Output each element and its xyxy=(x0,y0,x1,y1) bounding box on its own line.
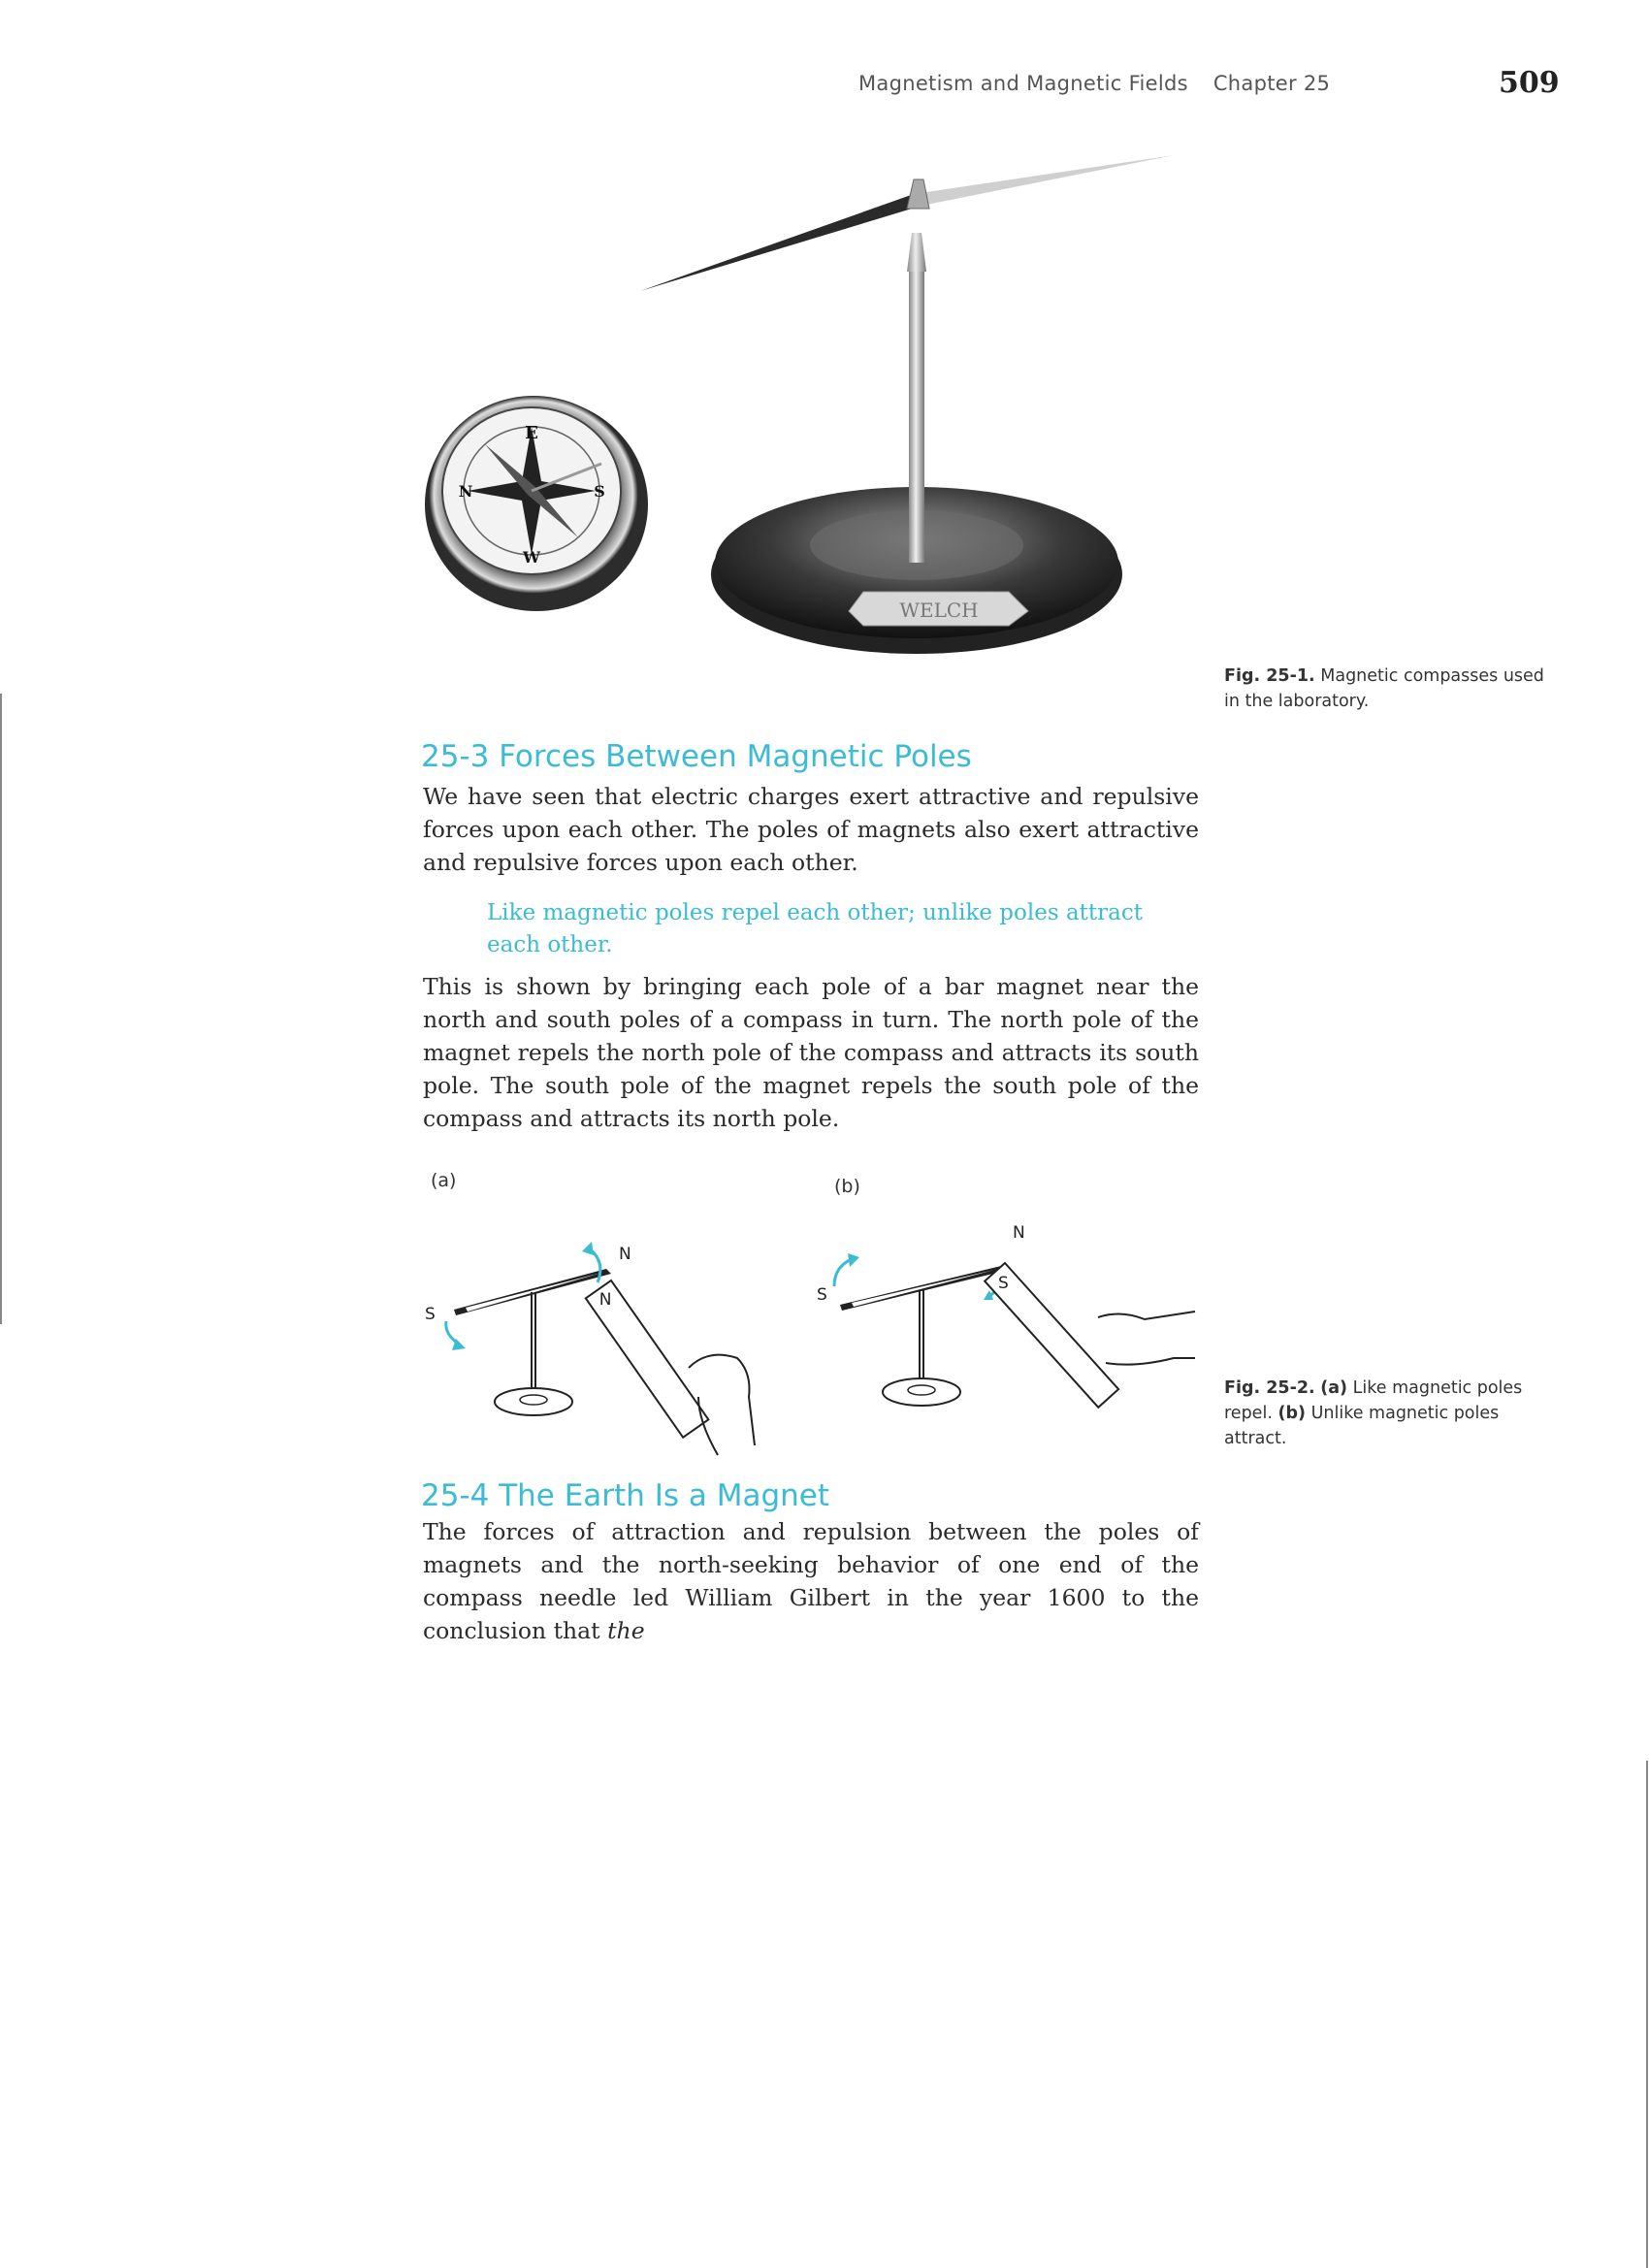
panel-a-compass-needle-light xyxy=(466,1273,601,1312)
running-head xyxy=(858,72,1330,95)
compass-letter-e: E xyxy=(525,423,538,443)
fig-25-2-caption-label: Fig. 25-2. xyxy=(1224,1378,1315,1398)
panel-b-arrow-up-head xyxy=(848,1253,859,1267)
stand-pole xyxy=(909,272,924,563)
compass-letter-s: S xyxy=(594,482,605,501)
panel-b-hand xyxy=(1098,1312,1195,1365)
pocket-compass xyxy=(425,396,648,611)
svg-text:S: S xyxy=(997,1273,1009,1293)
fig-25-2-panel-b-label: (b) xyxy=(834,1176,860,1197)
fig-25-2-caption-a-text: Like magnetic poles repel. xyxy=(1224,1378,1523,1423)
panel-b-needle-s-label: S xyxy=(817,1285,827,1305)
needle-pivot xyxy=(907,179,929,209)
stand-pole-tip xyxy=(907,233,926,272)
section-25-3-paragraph-1-text: We have seen that electric charges exert attractive and repulsive forces upon each other. The poles of magnets also exert attractive and repulsive forces upon each other. xyxy=(423,783,1199,876)
panel-b xyxy=(817,1223,1195,1408)
needle-light-half xyxy=(914,155,1174,206)
section-25-3-paragraph-1 xyxy=(423,780,1199,879)
fig-25-1-caption-label: Fig. 25-1. xyxy=(1224,666,1315,686)
fig-25-2-caption-b-text: Unlike magnetic poles attract. xyxy=(1224,1404,1500,1448)
panel-a-needle-s-label: S xyxy=(425,1305,436,1324)
running-title: Magnetism and Magnetic Fields xyxy=(858,72,1188,95)
fig-25-2-panel-a-label: (a) xyxy=(431,1170,457,1191)
panel-b-arrow-up xyxy=(834,1259,852,1286)
panel-a xyxy=(425,1242,755,1455)
chapter-label: Chapter 25 xyxy=(1212,72,1331,95)
fig-25-1-caption-text: Magnetic compasses used in the laboratory. xyxy=(1224,666,1544,711)
panel-a-hand xyxy=(689,1355,755,1455)
figure-25-2 xyxy=(407,1203,1203,1474)
section-25-4-paragraph xyxy=(423,1515,1199,1647)
section-25-3-heading: 25-3 Forces Between Magnetic Poles xyxy=(421,739,972,774)
stand-brand: WELCH xyxy=(899,599,979,622)
panel-b-magnet-n-label: N xyxy=(1013,1223,1025,1243)
fig-25-2-caption-b-label: (b) xyxy=(1277,1404,1306,1423)
compass-letter-n: N xyxy=(458,482,473,501)
compass-letter-w: W xyxy=(523,548,540,567)
fig-25-2-caption xyxy=(1224,1376,1554,1451)
section-25-4-heading: 25-4 The Earth Is a Magnet xyxy=(421,1478,829,1513)
panel-a-magnet-n-label: N xyxy=(619,1245,631,1264)
page-number: 509 xyxy=(1499,66,1560,100)
svg-text:N: N xyxy=(598,1290,612,1311)
panel-a-compass-base xyxy=(495,1388,572,1415)
section-25-4-paragraph-start: The forces of attraction and repulsion between the poles of magnets and the north-seeking behavior of one end of the compass needle led William Gilbert in the year 1600 to the conclusion that xyxy=(423,1518,1199,1644)
compass-stand xyxy=(640,155,1174,654)
figure-25-1 xyxy=(407,136,1203,718)
fig-25-2-caption-a-label: (a) xyxy=(1320,1378,1348,1398)
panel-b-bar-magnet xyxy=(985,1263,1118,1408)
section-25-3-paragraph-2-text: This is shown by bringing each pole of a bar magnet near the north and south poles of a compass in turn. The north pole of the magnet repels the north pole of the compass and attracts its south pole. The south pole of the magnet repels the south pole of the compass and attracts its north pole. xyxy=(423,973,1199,1132)
scan-edge-mark-right xyxy=(1646,1761,1648,2268)
section-25-4-paragraph-italic: the xyxy=(607,1617,645,1644)
section-25-4-paragraph-text xyxy=(423,1515,1199,1647)
panel-a-arrow-up-head xyxy=(582,1242,594,1255)
rule-statement: Like magnetic poles repel each other; unlike poles attract each other. xyxy=(487,900,1143,957)
panel-b-compass-base xyxy=(883,1378,960,1406)
scan-edge-mark-left xyxy=(0,694,2,1324)
needle-dark-half xyxy=(640,194,922,291)
section-25-3-paragraph-2 xyxy=(423,970,1199,1135)
fig-25-1-caption xyxy=(1224,664,1554,714)
panel-a-bar-magnet xyxy=(586,1280,709,1438)
